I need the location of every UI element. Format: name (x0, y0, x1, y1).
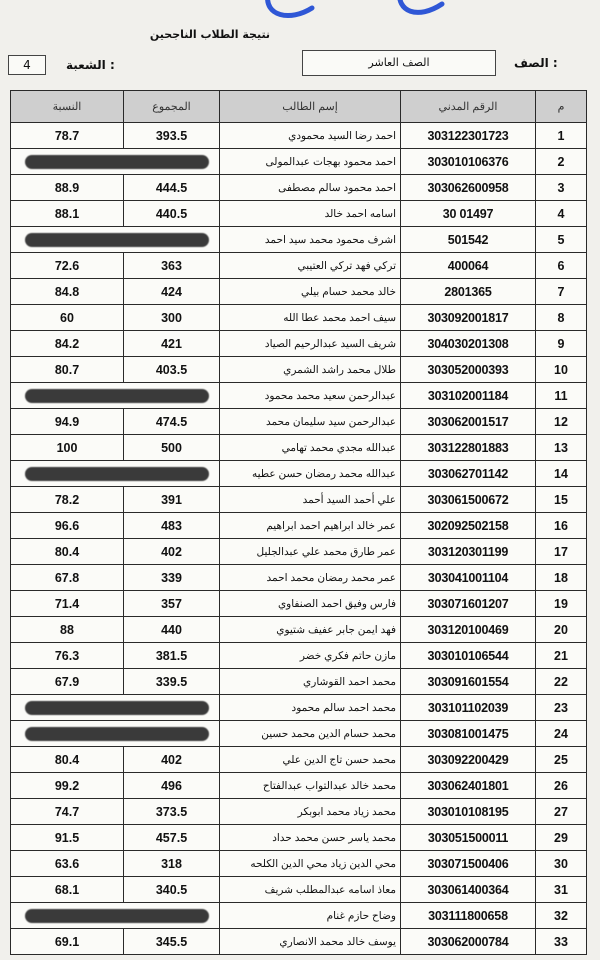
cell-sum: 421 (124, 331, 220, 357)
cell-number: 7 (536, 279, 587, 305)
cell-civil-id: 303062001517 (401, 409, 536, 435)
header-name: إسم الطالب (220, 91, 401, 123)
cell-civil-id: 303010106376 (401, 149, 536, 175)
cell-civil-id: 303092200429 (401, 747, 536, 773)
cell-sum: 318 (124, 851, 220, 877)
cell-number: 25 (536, 747, 587, 773)
cell-sum: 402 (124, 747, 220, 773)
page-title: نتيجة الطلاب الناجحين (149, 28, 271, 41)
cell-avg: 88.9 (11, 175, 124, 201)
cell-number: 24 (536, 721, 587, 747)
cell-number: 4 (536, 201, 587, 227)
cell-civil-id: 303062600958 (401, 175, 536, 201)
redaction-mark (25, 389, 209, 403)
cell-number: 3 (536, 175, 587, 201)
cell-number: 6 (536, 253, 587, 279)
cell-name: اسامه احمد خالد (220, 201, 401, 227)
cell-sum: 440.5 (124, 201, 220, 227)
cell-name: عمر طارق محمد علي عبدالجليل (220, 539, 401, 565)
cell-sum: 474.5 (124, 409, 220, 435)
redacted-score (11, 721, 220, 747)
cell-number: 33 (536, 929, 587, 955)
table-row (11, 253, 587, 279)
cell-civil-id: 304030201308 (401, 331, 536, 357)
cell-sum: 444.5 (124, 175, 220, 201)
cell-number: 26 (536, 773, 587, 799)
cell-name: عبدالله محمد رمضان حسن عطيه (220, 461, 401, 487)
header-avg: النسبة (11, 91, 124, 123)
cell-civil-id: 303120100469 (401, 617, 536, 643)
table-row (11, 201, 587, 227)
table-row (11, 643, 587, 669)
cell-name: محي الدين زياد محي الدين الكلحه (220, 851, 401, 877)
cell-number: 5 (536, 227, 587, 253)
cell-name: عبدالله مجدي محمد تهامي (220, 435, 401, 461)
cell-name: احمد محمود بهجات عبدالمولى (220, 149, 401, 175)
cell-sum: 483 (124, 513, 220, 539)
cell-sum: 402 (124, 539, 220, 565)
redaction-mark (25, 727, 209, 741)
cell-avg: 88.1 (11, 201, 124, 227)
cell-sum: 381.5 (124, 643, 220, 669)
cell-civil-id: 303092001817 (401, 305, 536, 331)
table-row (11, 487, 587, 513)
cell-avg: 84.8 (11, 279, 124, 305)
table-row (11, 357, 587, 383)
cell-avg: 69.1 (11, 929, 124, 955)
cell-civil-id: 30 01497 (401, 201, 536, 227)
cell-civil-id: 2801365 (401, 279, 536, 305)
cell-name: اشرف محمود محمد سيد احمد (220, 227, 401, 253)
cell-sum: 357 (124, 591, 220, 617)
cell-name: احمد رضا السيد محمودي (220, 123, 401, 149)
cell-number: 21 (536, 643, 587, 669)
redacted-score (11, 695, 220, 721)
redacted-score (11, 149, 220, 175)
table-row (11, 591, 587, 617)
cell-avg: 84.2 (11, 331, 124, 357)
cell-civil-id: 501542 (401, 227, 536, 253)
cell-name: محمد حسن تاج الدين علي (220, 747, 401, 773)
cell-avg: 78.2 (11, 487, 124, 513)
cell-civil-id: 303101102039 (401, 695, 536, 721)
cell-sum: 340.5 (124, 877, 220, 903)
cell-sum: 496 (124, 773, 220, 799)
cell-name: عمر خالد ابراهيم احمد ابراهيم (220, 513, 401, 539)
table-row (11, 825, 587, 851)
table-row (11, 331, 587, 357)
cell-number: 10 (536, 357, 587, 383)
header-no: م (536, 91, 587, 123)
cell-sum: 403.5 (124, 357, 220, 383)
cell-avg: 80.7 (11, 357, 124, 383)
cell-avg: 60 (11, 305, 124, 331)
table-row (11, 539, 587, 565)
cell-name: طلال محمد راشد الشمري (220, 357, 401, 383)
cell-name: محمد احمد سالم محمود (220, 695, 401, 721)
cell-civil-id: 303062401801 (401, 773, 536, 799)
cell-sum: 339.5 (124, 669, 220, 695)
cell-number: 31 (536, 877, 587, 903)
redacted-score (11, 461, 220, 487)
cell-name: محمد احمد القوشاري (220, 669, 401, 695)
table-row (11, 721, 587, 747)
section-value: 4 (8, 55, 46, 75)
cell-name: عبدالرحمن سيد سليمان محمد (220, 409, 401, 435)
cell-civil-id: 303062701142 (401, 461, 536, 487)
table-row (11, 461, 587, 487)
table-row (11, 669, 587, 695)
header-civil: الرقم المدني (401, 91, 536, 123)
cell-number: 12 (536, 409, 587, 435)
cell-civil-id: 303061500672 (401, 487, 536, 513)
table-header-row (11, 91, 587, 123)
cell-name: مازن حاتم فكري خضر (220, 643, 401, 669)
cell-name: تركي فهد تركي العتيبي (220, 253, 401, 279)
table-row (11, 123, 587, 149)
cell-civil-id: 303010106544 (401, 643, 536, 669)
cell-number: 23 (536, 695, 587, 721)
cell-avg: 68.1 (11, 877, 124, 903)
table-row (11, 929, 587, 955)
cell-civil-id: 303041001104 (401, 565, 536, 591)
table-row (11, 695, 587, 721)
cell-number: 27 (536, 799, 587, 825)
cell-avg: 72.6 (11, 253, 124, 279)
cell-name: معاذ اسامه عبدالمطلب شريف (220, 877, 401, 903)
cell-name: سيف احمد محمد عطا الله (220, 305, 401, 331)
cell-avg: 88 (11, 617, 124, 643)
cell-name: شريف السيد عبدالرحيم الصياد (220, 331, 401, 357)
table-row (11, 409, 587, 435)
cell-name: وضاح حازم غنام (220, 903, 401, 929)
cell-civil-id: 303071500406 (401, 851, 536, 877)
cell-number: 1 (536, 123, 587, 149)
redacted-score (11, 227, 220, 253)
cell-number: 11 (536, 383, 587, 409)
cell-avg: 80.4 (11, 747, 124, 773)
grade-label: الصف : (514, 56, 558, 70)
cell-sum: 373.5 (124, 799, 220, 825)
cell-name: عمر محمد رمضان محمد احمد (220, 565, 401, 591)
cell-civil-id: 303071601207 (401, 591, 536, 617)
cell-avg: 76.3 (11, 643, 124, 669)
cell-sum: 363 (124, 253, 220, 279)
table-row (11, 565, 587, 591)
cell-civil-id: 303062000784 (401, 929, 536, 955)
cell-name: خالد محمد حسام بيلي (220, 279, 401, 305)
cell-avg: 67.8 (11, 565, 124, 591)
cell-civil-id: 303061400364 (401, 877, 536, 903)
cell-sum: 457.5 (124, 825, 220, 851)
cell-civil-id: 303122301723 (401, 123, 536, 149)
table-row (11, 279, 587, 305)
cell-number: 19 (536, 591, 587, 617)
table-row (11, 227, 587, 253)
cell-name: محمد حسام الدين محمد حسين (220, 721, 401, 747)
cell-number: 14 (536, 461, 587, 487)
cell-number: 9 (536, 331, 587, 357)
table-row (11, 435, 587, 461)
cell-name: فارس وفيق احمد الصنفاوي (220, 591, 401, 617)
cell-avg: 96.6 (11, 513, 124, 539)
redaction-mark (25, 701, 209, 715)
table-row (11, 305, 587, 331)
cell-number: 18 (536, 565, 587, 591)
cell-avg: 91.5 (11, 825, 124, 851)
cell-sum: 391 (124, 487, 220, 513)
table-row (11, 851, 587, 877)
cell-name: علي أحمد السيد أحمد (220, 487, 401, 513)
cell-avg: 71.4 (11, 591, 124, 617)
cell-number: 20 (536, 617, 587, 643)
cell-sum: 300 (124, 305, 220, 331)
table-row (11, 513, 587, 539)
header-sum: المجموع (124, 91, 220, 123)
cell-name: فهد ايمن جابر عفيف شتيوي (220, 617, 401, 643)
table-row (11, 383, 587, 409)
cell-name: محمد خالد عبدالتواب عبدالفتاح (220, 773, 401, 799)
cell-avg: 94.9 (11, 409, 124, 435)
cell-avg: 63.6 (11, 851, 124, 877)
cell-name: يوسف خالد محمد الانصاري (220, 929, 401, 955)
cell-number: 16 (536, 513, 587, 539)
redaction-mark (25, 155, 209, 169)
cell-name: عبدالرحمن سعيد محمد محمود (220, 383, 401, 409)
cell-avg: 99.2 (11, 773, 124, 799)
cell-civil-id: 303120301199 (401, 539, 536, 565)
table-row (11, 799, 587, 825)
table-row (11, 773, 587, 799)
cell-sum: 393.5 (124, 123, 220, 149)
cell-civil-id: 303111800658 (401, 903, 536, 929)
cell-sum: 345.5 (124, 929, 220, 955)
redaction-mark (25, 233, 209, 247)
table-row (11, 877, 587, 903)
cell-number: 30 (536, 851, 587, 877)
grade-value: الصف العاشر (302, 50, 496, 76)
cell-name: محمد زياد محمد ابوبكر (220, 799, 401, 825)
cell-sum: 339 (124, 565, 220, 591)
table-row (11, 617, 587, 643)
cell-number: 17 (536, 539, 587, 565)
table-row (11, 903, 587, 929)
redaction-mark (25, 467, 209, 481)
table-row (11, 175, 587, 201)
table-row (11, 747, 587, 773)
cell-civil-id: 303081001475 (401, 721, 536, 747)
cell-civil-id: 303102001184 (401, 383, 536, 409)
table-row (11, 149, 587, 175)
cell-civil-id: 303122801883 (401, 435, 536, 461)
redaction-mark (25, 909, 209, 923)
cell-civil-id: 400064 (401, 253, 536, 279)
cell-number: 32 (536, 903, 587, 929)
cell-civil-id: 303051500011 (401, 825, 536, 851)
cell-name: احمد محمود سالم مصطفى (220, 175, 401, 201)
cell-civil-id: 302092502158 (401, 513, 536, 539)
cell-civil-id: 303091601554 (401, 669, 536, 695)
cell-number: 13 (536, 435, 587, 461)
redacted-score (11, 903, 220, 929)
cell-avg: 74.7 (11, 799, 124, 825)
cell-sum: 440 (124, 617, 220, 643)
cell-name: محمد ياسر حسن محمد حداد (220, 825, 401, 851)
cell-avg: 100 (11, 435, 124, 461)
cell-number: 22 (536, 669, 587, 695)
cell-number: 8 (536, 305, 587, 331)
section-label: الشعبة : (66, 58, 115, 72)
results-table (10, 90, 587, 955)
cell-sum: 424 (124, 279, 220, 305)
cell-number: 2 (536, 149, 587, 175)
cell-avg: 78.7 (11, 123, 124, 149)
cell-avg: 80.4 (11, 539, 124, 565)
cell-civil-id: 303052000393 (401, 357, 536, 383)
cell-number: 29 (536, 825, 587, 851)
redacted-score (11, 383, 220, 409)
cell-avg: 67.9 (11, 669, 124, 695)
cell-civil-id: 303010108195 (401, 799, 536, 825)
cell-number: 15 (536, 487, 587, 513)
cell-sum: 500 (124, 435, 220, 461)
